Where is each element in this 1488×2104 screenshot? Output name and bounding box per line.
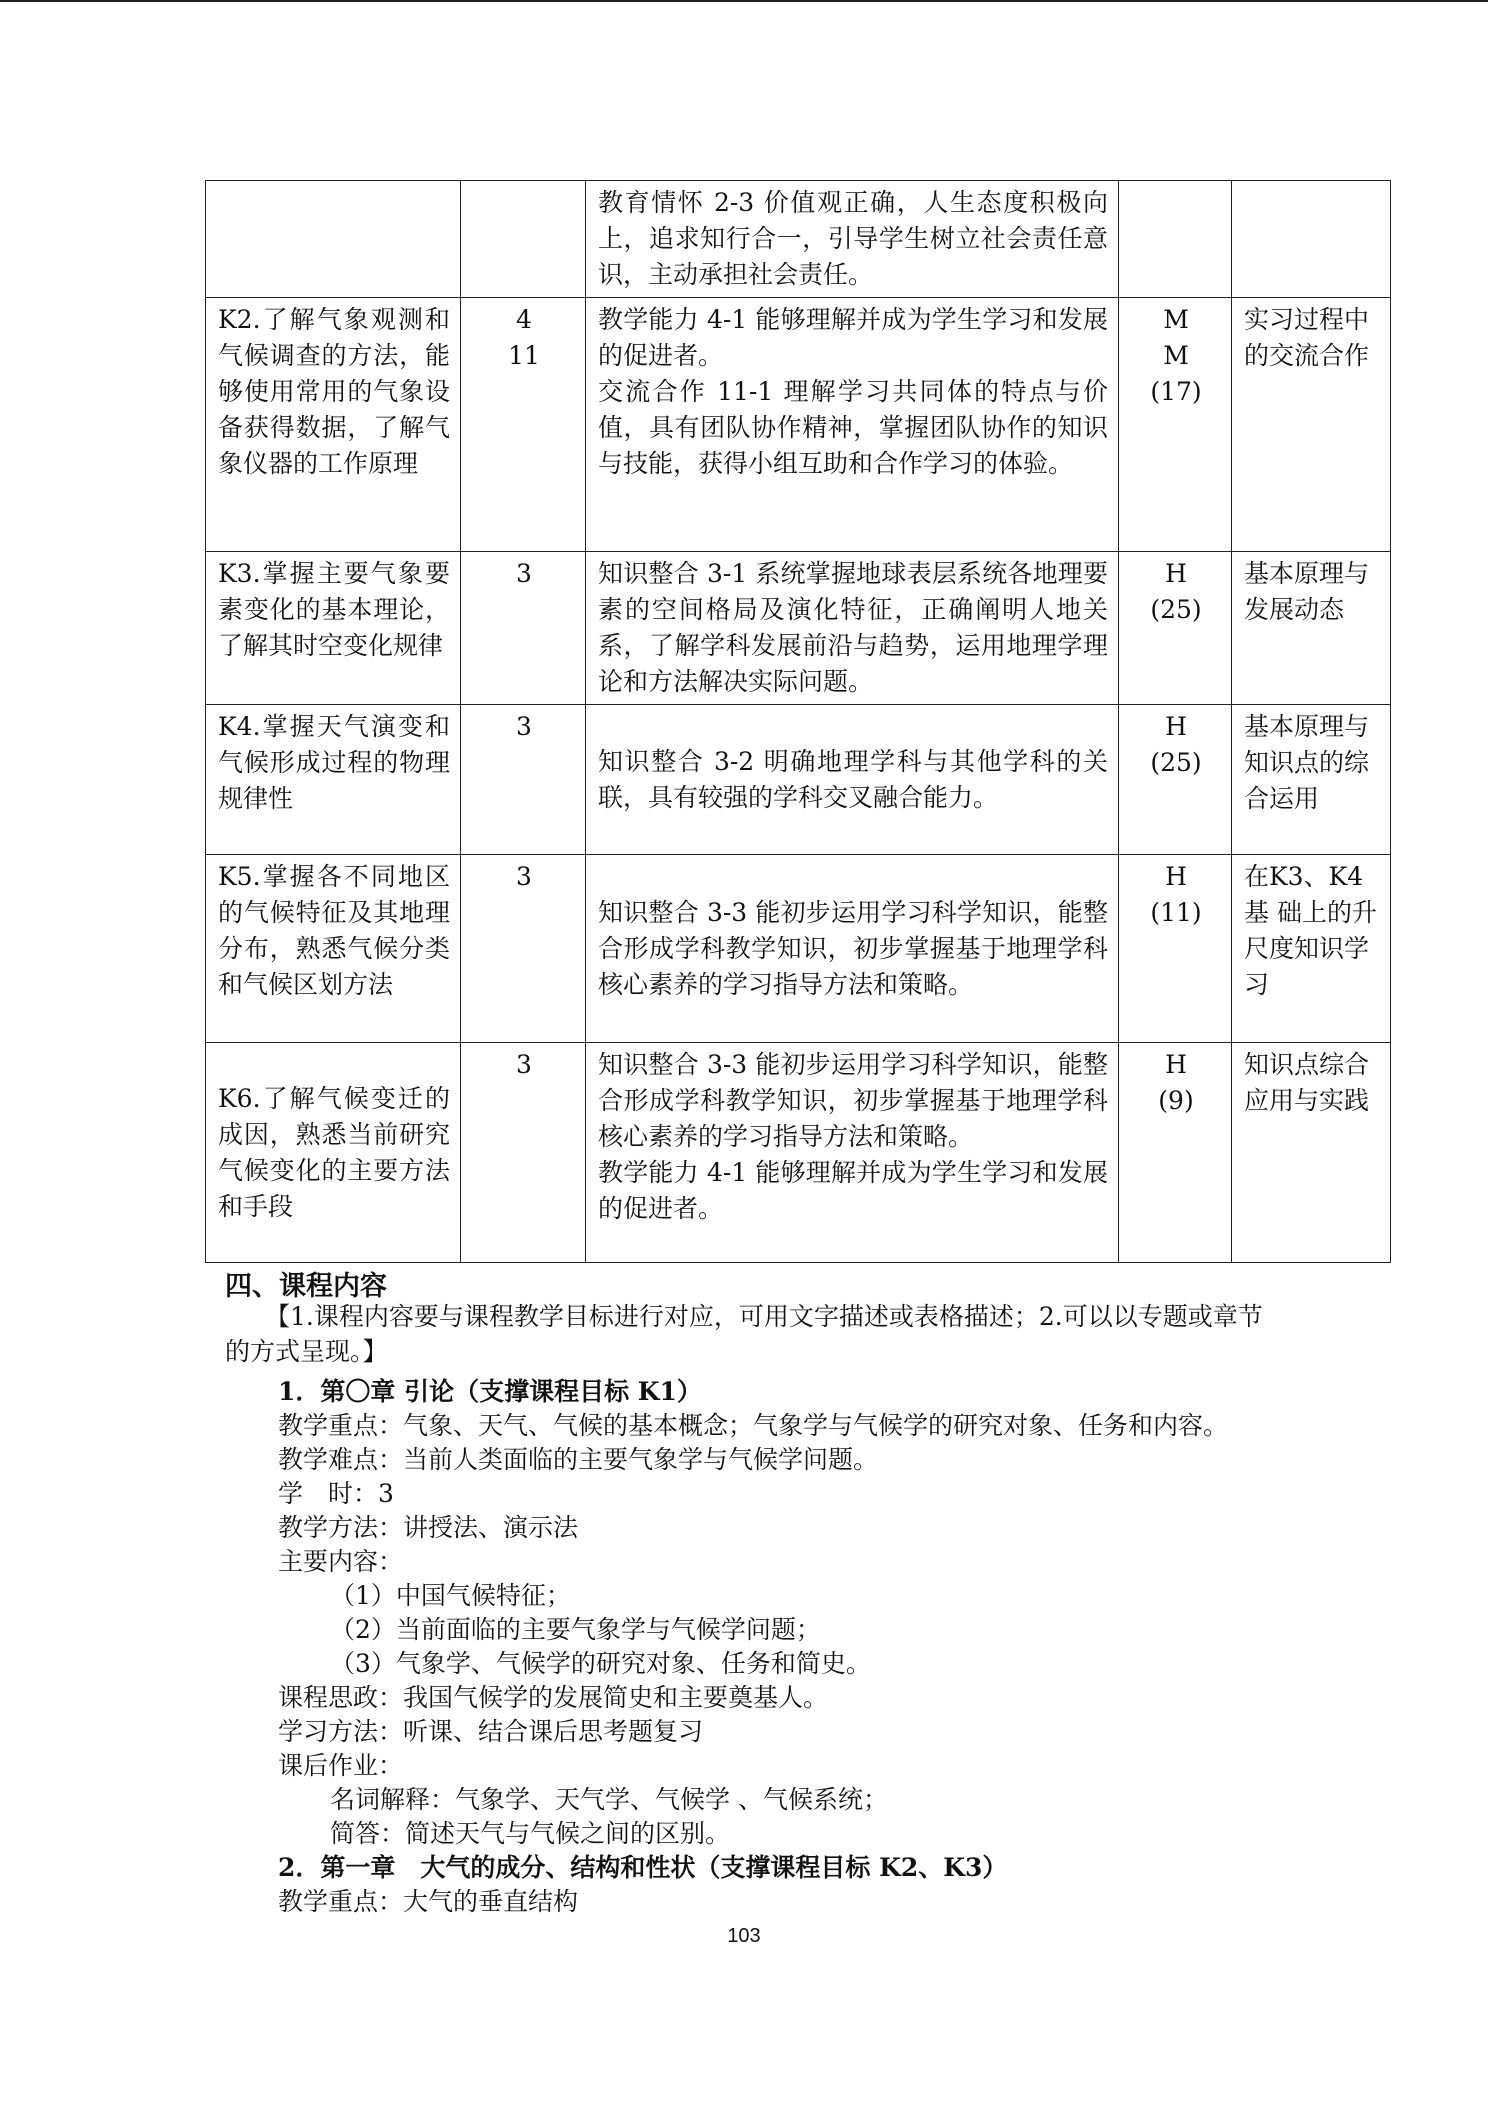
page-top-rule [0, 0, 1488, 2]
indicator-cell: 3 [461, 855, 586, 1043]
level-cell: H (25) [1119, 705, 1232, 855]
note-cell: 实习过程中的交流合作 [1232, 298, 1391, 552]
homework-label: 课后作业： [278, 1751, 404, 1780]
level-cell [1119, 181, 1232, 298]
list-item: （3）气象学、气候学的研究对象、任务和简史。 [330, 1649, 871, 1678]
class-hours: 学 时：3 [278, 1479, 394, 1508]
requirement-text: 知识整合 3-3 能初步运用学习科学知识，能整合形成学科教学知识，初步掌握基于地理学科核心素养的学习指导方法和策略。 [598, 897, 1108, 999]
note-cell: 知识点综合应用与实践 [1232, 1043, 1391, 1263]
list-item: （1）中国气候特征； [330, 1581, 571, 1610]
main-content-label: 主要内容： [278, 1547, 404, 1576]
list-item: 名词解释：气象学、天气学、气候学 、气候系统； [330, 1785, 888, 1814]
page-number: 103 [727, 1925, 761, 1947]
indicator-cell: 3 [461, 1043, 586, 1263]
requirement-text: 知识整合 3-3 能初步运用学习科学知识，能整合形成学科教学知识，初步掌握基于地理学科核心素养的学习指导方法和策略。 [598, 1050, 1108, 1151]
requirement-text: 教学能力 4-1 能够理解并成为学生学习和发展的促进者。 [598, 1158, 1108, 1223]
table-row [206, 705, 1391, 855]
requirement-cell [586, 552, 1119, 705]
course-goals-table [205, 180, 1391, 1263]
level-cell: H (11) [1119, 855, 1232, 1043]
level-cell: H (9) [1119, 1043, 1232, 1263]
chapter-0-title: 1．第〇章 引论（支撑课程目标 K1） [278, 1377, 702, 1406]
goal-cell [206, 181, 461, 298]
level-cell: H (25) [1119, 552, 1232, 705]
note-cell: 基本原理与发展动态 [1232, 552, 1391, 705]
indicator-cell: 4 11 [461, 298, 586, 552]
table-row [206, 181, 1391, 298]
goal-cell: K3.掌握主要气象要素变化的基本理论，了解其时空变化规律 [206, 552, 461, 705]
section-intro: 【1.课程内容要与课程教学目标进行对应，可用文字描述或表格描述；2.可以以专题或章节的方式呈现。】 [225, 1302, 1263, 1366]
list-item: 简答：简述天气与气候之间的区别。 [330, 1819, 731, 1848]
teaching-focus: 教学重点：气象、天气、气候的基本概念；气象学与气候学的研究对象、任务和内容。 [278, 1411, 1229, 1440]
goal-cell: K2.了解气象观测和气候调查的方法，能够使用常用的气象设备获得数据，了解气象仪器的工作原理 [206, 298, 461, 552]
note-cell [1232, 181, 1391, 298]
course-ideology: 课程思政：我国气候学的发展简史和主要奠基人。 [278, 1683, 829, 1712]
list-item: （2）当前面临的主要气象学与气候学问题； [330, 1615, 821, 1644]
table-row [206, 298, 1391, 552]
note-cell: 在K3、K4基 础上的升尺度知识学习 [1232, 855, 1391, 1043]
teaching-methods: 教学方法：讲授法、演示法 [278, 1513, 579, 1542]
table-row [206, 855, 1391, 1043]
requirement-cell [586, 855, 1119, 1043]
requirement-cell [586, 298, 1119, 552]
requirement-text: 教育情怀 2-3 价值观正确，人生态度积极向上，追求知行合一，引导学生树立社会责任意识，主动承担社会责任。 [598, 188, 1108, 289]
note-cell: 基本原理与知识点的综合运用 [1232, 705, 1391, 855]
section-heading: 四、课程内容 [225, 1271, 387, 1302]
study-methods: 学习方法：听课、结合课后思考题复习 [278, 1717, 704, 1746]
requirement-text: 交流合作 11-1 理解学习共同体的特点与价值，具有团队协作精神，掌握团队协作的知识与技能，获得小组互助和合作学习的体验。 [598, 377, 1108, 478]
table-row [206, 1043, 1391, 1263]
requirement-text: 教学能力 4-1 能够理解并成为学生学习和发展的促进者。 [598, 305, 1108, 370]
requirement-cell [586, 181, 1119, 298]
chapter-1-title: 2．第一章 大气的成分、结构和性状（支撑课程目标 K2、K3） [278, 1853, 1008, 1882]
requirement-text: 知识整合 3-2 明确地理学科与其他学科的关联，具有较强的学科交叉融合能力。 [598, 746, 1108, 812]
requirement-text: 知识整合 3-1 系统掌握地球表层系统各地理要素的空间格局及演化特征，正确阐明人地关系，了解学科发展前沿与趋势，运用地理学理论和方法解决实际问题。 [598, 559, 1108, 696]
teaching-difficulty: 教学难点：当前人类面临的主要气象学与气候学问题。 [278, 1445, 879, 1474]
indicator-cell: 3 [461, 552, 586, 705]
goal-cell: K4.掌握天气演变和气候形成过程的物理规律性 [206, 705, 461, 855]
teaching-focus: 教学重点：大气的垂直结构 [278, 1887, 579, 1916]
goal-cell: K5.掌握各不同地区的气候特征及其地理分布，熟悉气候分类和气候区划方法 [206, 855, 461, 1043]
requirement-cell [586, 705, 1119, 855]
indicator-cell: 3 [461, 705, 586, 855]
table-row [206, 552, 1391, 705]
indicator-cell [461, 181, 586, 298]
requirement-cell [586, 1043, 1119, 1263]
level-cell: M M (17) [1119, 298, 1232, 552]
goal-cell: K6.了解气候变迁的成因，熟悉当前研究气候变化的主要方法和手段 [206, 1043, 461, 1263]
